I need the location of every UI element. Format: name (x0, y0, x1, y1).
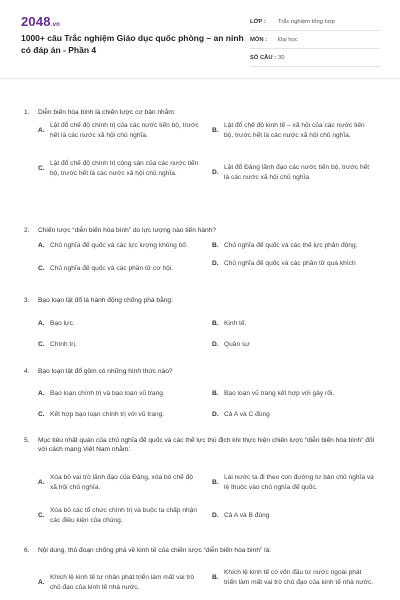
option-letter: D. (212, 411, 219, 418)
option-letter: B. (212, 126, 219, 134)
option-letter: D. (212, 512, 219, 519)
option-c[interactable] (38, 410, 200, 420)
option-text: Khích lệ kinh tế có vốn đầu tư nước ngoài phát triển làm mất vai trò chủ đạo của kinh tế nhà nước. (224, 569, 374, 586)
document-title: 1000+ câu Trắc nghiệm Giáo dục quốc phòng – an ninh có đáp án - Phần 4 (21, 33, 244, 55)
option-a[interactable] (38, 389, 200, 399)
option-text: Bạo lực. (50, 320, 75, 327)
meta-row-count (250, 49, 380, 67)
question-body: Chiến lược “diễn biến hòa bình” do lực lượng nào tiến hành? (38, 227, 217, 234)
option-text: Cả A và C đúng (224, 411, 270, 418)
logo-main: 2048 (21, 14, 51, 29)
option-a[interactable] (38, 319, 200, 329)
option-text: Cả A và B đúng (224, 512, 270, 519)
option-letter: B. (212, 390, 219, 397)
question-text (24, 108, 384, 117)
option-text: Chủ nghĩa đế quốc và các thế lực phản động. (224, 242, 358, 249)
question-body: Bạo loạn lật đổ là hành động chống phá bằng: (38, 297, 173, 304)
option-letter: A. (38, 242, 45, 249)
option-text: Chính trị. (50, 341, 77, 348)
question-number: 1. (24, 109, 30, 116)
option-letter: A. (38, 320, 45, 327)
question-body: Nội dung, thủ đoạn chống phá về kinh tế của chiến lược “diễn biến hòa bình” là: (38, 547, 272, 554)
question-number: 4. (24, 368, 30, 375)
option-b[interactable] (212, 389, 374, 399)
logo-tld: .vn (50, 22, 61, 28)
option-text: Lái nước ta đi theo con đường tư bản chủ nghĩa và lệ thuộc vào chủ nghĩa đế quốc. (224, 474, 374, 491)
option-text: Chủ nghĩa đế quốc và các phần tử quá khích (224, 260, 356, 267)
option-text: Quân sự (224, 341, 250, 348)
option-d[interactable] (212, 163, 374, 182)
meta-row-subject (250, 31, 380, 49)
option-text: Kết hợp bạo loạn chính trị với vũ trang. (50, 411, 165, 418)
question-text (24, 546, 384, 555)
meta-value: Đại học (278, 36, 298, 43)
option-letter: A. (38, 578, 45, 586)
option-a[interactable] (38, 573, 200, 592)
option-d[interactable] (212, 259, 374, 269)
option-text: Lật đổ Đảng lãnh đạo các nước tiến bộ, trước hết là các nước xã hội chủ nghĩa (224, 164, 370, 181)
meta-value: Trắc nghiệm tổng hợp (278, 18, 335, 25)
question-text (24, 436, 384, 454)
option-text: Chủ nghĩa đế quốc và các phần tử cơ hội. (50, 265, 174, 272)
question-text (24, 296, 384, 305)
document-header (0, 0, 400, 78)
option-letter: C. (38, 341, 45, 348)
option-text: Xóa bỏ các tổ chức chính trị và buộc ta chấp nhận các điều kiện của chúng. (50, 507, 198, 524)
option-text: Bạo loạn vũ trang kết hợp với gây rối. (224, 390, 335, 397)
option-text: Bạo loạn chính trị và bạo loạn vũ trang. (50, 390, 165, 397)
option-letter: B. (212, 573, 219, 581)
option-letter: B. (212, 478, 219, 486)
question-body: Mục tiêu nhất quán của chủ nghĩa đế quốc và các thế lực thù địch khi thực hiện chiến lược “diễn biến hòa bình” đối với cách mạng Việt Nam nhằm: (38, 437, 375, 453)
option-letter: C. (38, 265, 45, 272)
option-letter: B. (212, 242, 219, 249)
meta-info-box (250, 13, 380, 67)
option-letter: D. (212, 341, 219, 348)
option-c[interactable] (38, 159, 200, 178)
option-letter: D. (212, 168, 219, 176)
option-letter: A. (38, 390, 45, 397)
question-body: Bạo loạn lật đổ gồm có những hình thức nào? (38, 368, 173, 375)
option-d[interactable] (212, 511, 374, 521)
option-a[interactable] (38, 121, 200, 140)
option-letter: C. (38, 511, 45, 519)
option-d[interactable] (212, 410, 374, 420)
option-text: Xóa bỏ vai trò lãnh đạo của Đảng, xóa bỏ chế độ xã hội chủ nghĩa. (50, 474, 193, 491)
meta-key: SỐ CÂU : (250, 54, 277, 61)
option-letter: C. (38, 411, 45, 418)
option-d[interactable] (212, 340, 374, 350)
question-number: 5. (24, 437, 30, 444)
option-text: Lật đổ chế độ chính trị cộng sản của các nước tiến bộ, trước hết là các nước xã hội chủ nghĩa. (50, 160, 199, 177)
option-text: Lật đổ chế độ kinh tế – xã hội của các nước tiến bộ, trước hết là các nước xã hội chủ nghĩa. (224, 122, 365, 139)
meta-row-class (250, 13, 380, 31)
question-number: 6. (24, 547, 30, 554)
option-letter: D. (212, 260, 219, 267)
meta-value: 30 (278, 54, 285, 61)
meta-key: LỚP : (250, 18, 266, 25)
site-logo[interactable] (21, 14, 60, 29)
question-text (24, 367, 384, 376)
option-c[interactable] (38, 506, 200, 525)
option-text: Lật đổ chế độ chính trị của các nước tiến bộ, trước hết là các nước xã hội chủ nghĩa. (50, 122, 199, 139)
option-letter: A. (38, 478, 45, 486)
question-text (24, 226, 384, 235)
question-number: 2. (24, 227, 30, 234)
meta-key: MÔN : (250, 36, 268, 43)
option-a[interactable] (38, 241, 200, 251)
question-body: Diễn biến hòa bình là chiến lược cơ bản nhằm: (38, 109, 176, 116)
option-text: Chủ nghĩa đế quốc và các lực lượng khủng bố. (50, 242, 188, 249)
option-c[interactable] (38, 340, 200, 350)
option-letter: A. (38, 126, 45, 134)
option-letter: C. (38, 164, 45, 172)
option-b[interactable] (212, 121, 374, 140)
option-c[interactable] (38, 264, 200, 274)
option-text: Khích lệ kinh tế tư nhân phát triển làm mất vai trò chủ đạo của kinh tế nhà nước. (50, 574, 195, 591)
option-a[interactable] (38, 473, 200, 492)
question-number: 3. (24, 297, 30, 304)
option-b[interactable] (212, 568, 374, 587)
option-b[interactable] (212, 473, 374, 492)
option-b[interactable] (212, 319, 374, 329)
header-divider (0, 78, 400, 79)
option-text: Kinh tế. (224, 320, 247, 327)
option-letter: B. (212, 320, 219, 327)
option-b[interactable] (212, 241, 374, 251)
